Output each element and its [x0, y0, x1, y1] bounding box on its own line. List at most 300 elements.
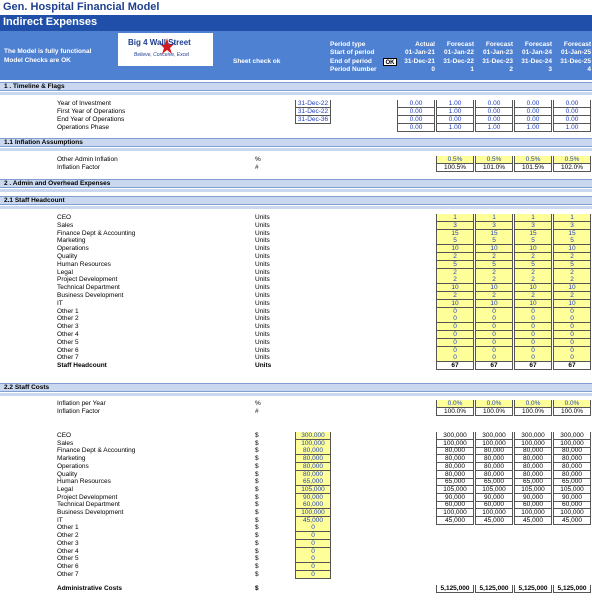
staff-inflation-cell[interactable]: 0.0%: [475, 400, 513, 408]
headcount-cell[interactable]: 0: [553, 308, 591, 316]
cost-cell[interactable]: 90,000: [475, 494, 513, 502]
headcount-cell[interactable]: 2: [475, 269, 513, 277]
headcount-cell[interactable]: 2: [475, 253, 513, 261]
headcount-cell[interactable]: 0: [475, 354, 513, 362]
timeline-cell[interactable]: 0.00: [475, 108, 513, 116]
col-3-type: Forecast: [524, 41, 552, 48]
headcount-cell[interactable]: 5: [553, 261, 591, 269]
headcount-cell[interactable]: 2: [553, 276, 591, 284]
headcount-cell[interactable]: 10: [475, 300, 513, 308]
status-line-1: The Model is fully functional: [4, 48, 92, 55]
headcount-cell[interactable]: 2: [436, 269, 474, 277]
cost-cell[interactable]: 100,000: [436, 509, 474, 517]
cost-input[interactable]: 65,000: [295, 478, 331, 486]
cost-row-label: Other 1: [57, 524, 79, 532]
cost-input[interactable]: 60,000: [295, 501, 331, 509]
cost-input[interactable]: 100,000: [295, 440, 331, 448]
logo-text: Big 4 Wall Street: [128, 38, 191, 47]
col-2-type: Forecast: [485, 41, 513, 48]
headcount-cell[interactable]: 1: [475, 214, 513, 222]
inflation-row-label: Other Admin Inflation: [57, 156, 118, 163]
headcount-cell[interactable]: 0: [436, 315, 474, 323]
cost-cell[interactable]: 80,000: [514, 455, 552, 463]
cost-input[interactable]: 80,000: [295, 471, 331, 479]
company-logo: [118, 33, 213, 66]
cost-cell[interactable]: 90,000: [436, 494, 474, 502]
cost-row-label: Technical Department: [57, 501, 120, 509]
cost-cell[interactable]: 80,000: [514, 471, 552, 479]
cost-cell[interactable]: 300,000: [514, 432, 552, 440]
cost-input[interactable]: 105,000: [295, 486, 331, 494]
cost-cell[interactable]: 60,000: [475, 501, 513, 509]
cost-row-unit: $: [255, 470, 259, 478]
cost-cell[interactable]: 80,000: [475, 455, 513, 463]
cost-cell[interactable]: 80,000: [436, 471, 474, 479]
col-2-end: 31-Dec-23: [482, 58, 513, 65]
headcount-cell[interactable]: 15: [436, 230, 474, 238]
cost-cell[interactable]: 80,000: [436, 455, 474, 463]
headcount-row-unit: Units: [255, 299, 270, 307]
staff-inflation-cell[interactable]: 0.0%: [553, 400, 591, 408]
inflation-cell[interactable]: 101.0%: [475, 164, 513, 172]
timeline-row-label: Operations Phase: [57, 124, 110, 131]
timeline-cell[interactable]: 0.00: [397, 116, 435, 124]
col-4-end: 31-Dec-25: [560, 58, 591, 65]
cost-input[interactable]: 80,000: [295, 455, 331, 463]
headcount-cell[interactable]: 2: [475, 292, 513, 300]
headcount-cell[interactable]: 5: [436, 261, 474, 269]
cost-input[interactable]: 0: [295, 571, 331, 579]
status-line-2: Model Checks are OK: [4, 57, 71, 64]
col-2-start: 01-Jan-23: [483, 49, 513, 56]
cost-cell[interactable]: 80,000: [553, 455, 591, 463]
cost-total-cell[interactable]: 5,125,000: [514, 585, 552, 593]
cost-cell[interactable]: 105,000: [475, 486, 513, 494]
cost-cell[interactable]: 80,000: [553, 463, 591, 471]
cost-cell[interactable]: 105,000: [514, 486, 552, 494]
headcount-cell[interactable]: 5: [436, 237, 474, 245]
headcount-cell[interactable]: 10: [514, 284, 552, 292]
headcount-cell[interactable]: 0: [514, 315, 552, 323]
headcount-cell[interactable]: 0: [514, 354, 552, 362]
staff-inflation-cell[interactable]: 100.0%: [436, 408, 474, 416]
cost-row-unit: $: [255, 555, 259, 563]
headcount-cell[interactable]: 10: [436, 284, 474, 292]
section-inflation-title: 1.1 Inflation Assumptions: [4, 139, 83, 146]
headcount-cell[interactable]: 0: [514, 331, 552, 339]
headcount-cell[interactable]: 0: [436, 339, 474, 347]
cost-cell[interactable]: 65,000: [553, 478, 591, 486]
cost-cell[interactable]: 45,000: [553, 517, 591, 525]
cost-input[interactable]: 300,000: [295, 432, 331, 440]
cost-row-unit: $: [255, 455, 259, 463]
headcount-cell[interactable]: 0: [436, 347, 474, 355]
timeline-date-input[interactable]: 31-Dec-36: [295, 116, 331, 124]
headcount-cell[interactable]: 0: [553, 347, 591, 355]
section-spacer: [0, 206, 592, 209]
col-2-num: 2: [509, 66, 513, 73]
cost-row-unit: $: [255, 532, 259, 540]
col-0-start: 01-Jan-21: [405, 49, 435, 56]
cost-row-label: Other 2: [57, 532, 79, 540]
headcount-row-label: Quality: [57, 253, 78, 260]
headcount-row-unit: Units: [255, 268, 270, 276]
timeline-cell[interactable]: 0.00: [475, 100, 513, 108]
timeline-cell[interactable]: 0.00: [397, 100, 435, 108]
headcount-total-cell[interactable]: 67: [436, 362, 474, 370]
staff-inflation-cell[interactable]: 100.0%: [553, 408, 591, 416]
headcount-cell[interactable]: 5: [475, 261, 513, 269]
cost-cell[interactable]: 90,000: [553, 494, 591, 502]
headcount-row-label: Other 7: [57, 354, 79, 362]
cost-cell[interactable]: 80,000: [553, 471, 591, 479]
timeline-cell[interactable]: 0.00: [553, 108, 591, 116]
cost-total-cell[interactable]: 5,125,000: [553, 585, 591, 593]
cost-cell[interactable]: 65,000: [514, 478, 552, 486]
timeline-cell[interactable]: 0.00: [475, 116, 513, 124]
cost-row-label: Other 5: [57, 555, 79, 563]
headcount-cell[interactable]: 1: [436, 214, 474, 222]
cost-input[interactable]: 0: [295, 563, 331, 571]
timeline-cell[interactable]: 1.00: [436, 124, 474, 132]
cost-cell[interactable]: 65,000: [436, 478, 474, 486]
col-4-num: 4: [587, 66, 591, 73]
cost-cell[interactable]: 45,000: [475, 517, 513, 525]
section-staff-headcount: [0, 196, 592, 205]
sheet-check: Sheet check ok: [233, 58, 281, 65]
cost-cell[interactable]: 100,000: [475, 509, 513, 517]
headcount-row-label: CEO: [57, 214, 72, 221]
cost-row-unit: $: [255, 547, 259, 555]
headcount-cell[interactable]: 0: [514, 347, 552, 355]
cost-total-unit: $: [255, 585, 259, 592]
section-spacer: [0, 92, 592, 95]
headcount-cell[interactable]: 2: [436, 292, 474, 300]
cost-row-label: Project Development: [57, 493, 118, 501]
headcount-cell[interactable]: 10: [475, 245, 513, 253]
cost-input[interactable]: 80,000: [295, 447, 331, 455]
staff-inflation-cell[interactable]: 100.0%: [475, 408, 513, 416]
cost-row-label: Legal: [57, 485, 73, 493]
cost-input[interactable]: 0: [295, 532, 331, 540]
headcount-cell[interactable]: 0: [553, 339, 591, 347]
headcount-row-unit: Units: [255, 237, 270, 245]
cost-cell[interactable]: 80,000: [514, 447, 552, 455]
section-admin-overhead-title: 2 . Admin and Overhead Expenses: [4, 180, 111, 187]
timeline-cell[interactable]: 0.00: [514, 100, 552, 108]
headcount-cell[interactable]: 2: [553, 253, 591, 261]
cost-cell[interactable]: 105,000: [436, 486, 474, 494]
headcount-cell[interactable]: 10: [553, 245, 591, 253]
timeline-date-input[interactable]: 31-Dec-22: [295, 100, 331, 108]
cost-row-unit: $: [255, 509, 259, 516]
cost-cell[interactable]: 300,000: [436, 432, 474, 440]
headcount-total-unit: Units: [255, 362, 272, 370]
headcount-cell[interactable]: 3: [514, 222, 552, 230]
headcount-cell[interactable]: 5: [514, 237, 552, 245]
section-admin-overhead: [0, 179, 592, 188]
headcount-row-unit: Units: [255, 307, 270, 315]
cost-cell[interactable]: 80,000: [436, 447, 474, 455]
section-timeline-title: 1 . Timeline & Flags: [4, 83, 65, 90]
cost-cell[interactable]: 80,000: [553, 447, 591, 455]
inflation-row-unit: %: [255, 156, 261, 163]
period-type-label: Period type: [330, 41, 366, 48]
headcount-cell[interactable]: 10: [475, 284, 513, 292]
headcount-row-label: Other 6: [57, 346, 79, 354]
headcount-row-unit: Units: [255, 292, 270, 299]
cost-row-label: CEO: [57, 432, 72, 439]
timeline-cell[interactable]: 1.00: [553, 124, 591, 132]
headcount-row-unit: Units: [255, 245, 270, 253]
timeline-cell[interactable]: 0.00: [553, 116, 591, 124]
headcount-cell[interactable]: 15: [475, 230, 513, 238]
inflation-cell[interactable]: 0.5%: [475, 156, 513, 164]
cost-input[interactable]: 0: [295, 548, 331, 556]
headcount-cell[interactable]: 5: [475, 237, 513, 245]
timeline-cell[interactable]: 0.00: [436, 116, 474, 124]
staff-inflation-cell[interactable]: 0.0%: [436, 400, 474, 408]
headcount-total-cell[interactable]: 67: [475, 362, 513, 370]
model-title: Gen. Hospital Financial Model: [3, 1, 160, 13]
col-4-type: Forecast: [563, 41, 591, 48]
headcount-row-label: IT: [57, 299, 63, 307]
headcount-cell[interactable]: 0: [553, 323, 591, 331]
headcount-cell[interactable]: 3: [436, 222, 474, 230]
inflation-row-label: Inflation Factor: [57, 164, 100, 171]
timeline-cell[interactable]: 1.00: [514, 124, 552, 132]
headcount-cell[interactable]: 0: [514, 339, 552, 347]
cost-row-label: IT: [57, 516, 63, 524]
headcount-row-unit: Units: [255, 284, 270, 292]
headcount-row-label: Other 2: [57, 315, 79, 323]
headcount-row-unit: Units: [255, 331, 270, 338]
cost-total-label: Administrative Costs: [57, 585, 123, 592]
cost-cell[interactable]: 100,000: [514, 509, 552, 517]
staff-inflation-unit: %: [255, 400, 261, 407]
timeline-cell[interactable]: 0.00: [397, 124, 435, 132]
cost-cell[interactable]: 80,000: [475, 463, 513, 471]
cost-cell[interactable]: 80,000: [436, 463, 474, 471]
inflation-cell[interactable]: 0.5%: [436, 156, 474, 164]
headcount-cell[interactable]: 0: [514, 323, 552, 331]
cost-row-unit: $: [255, 524, 259, 532]
headcount-cell[interactable]: 0: [475, 308, 513, 316]
headcount-row-unit: Units: [255, 315, 270, 323]
headcount-row-label: Finance Dept & Accounting: [57, 229, 136, 237]
headcount-cell[interactable]: 0: [475, 331, 513, 339]
cost-input[interactable]: 45,000: [295, 517, 331, 525]
headcount-cell[interactable]: 2: [436, 253, 474, 261]
headcount-cell[interactable]: 10: [514, 245, 552, 253]
cost-cell[interactable]: 60,000: [514, 501, 552, 509]
col-1-num: 1: [470, 66, 474, 73]
inflation-cell[interactable]: 101.5%: [514, 164, 552, 172]
cost-cell[interactable]: 80,000: [475, 447, 513, 455]
cost-row-unit: $: [255, 447, 259, 455]
timeline-row-label: Year of Investment: [57, 100, 111, 107]
headcount-cell[interactable]: 2: [436, 276, 474, 284]
sheet-title: Indirect Expenses: [3, 16, 98, 28]
col-1-type: Forecast: [446, 41, 474, 48]
cost-row-label: Sales: [57, 439, 74, 447]
cost-cell[interactable]: 300,000: [553, 432, 591, 440]
headcount-cell[interactable]: 2: [514, 269, 552, 277]
cost-input[interactable]: 100,000: [295, 509, 331, 517]
staff-inflation-cell[interactable]: 100.0%: [514, 408, 552, 416]
col-3-end: 31-Dec-24: [521, 58, 552, 65]
headcount-cell[interactable]: 10: [436, 245, 474, 253]
section-staff-headcount-title: 2.1 Staff Headcount: [4, 197, 65, 204]
cost-cell[interactable]: 65,000: [475, 478, 513, 486]
headcount-row-unit: Units: [255, 346, 270, 354]
timeline-cell[interactable]: 0.00: [514, 116, 552, 124]
headcount-cell[interactable]: 3: [553, 222, 591, 230]
timeline-cell[interactable]: 1.00: [436, 100, 474, 108]
headcount-row-label: Marketing: [57, 237, 86, 245]
cost-input[interactable]: 90,000: [295, 494, 331, 502]
headcount-cell[interactable]: 0: [475, 323, 513, 331]
ok-badge: OK: [383, 58, 397, 66]
end-period-label: End of period: [330, 58, 372, 65]
timeline-cell[interactable]: 0.00: [514, 108, 552, 116]
headcount-cell[interactable]: 0: [514, 308, 552, 316]
headcount-cell[interactable]: 0: [553, 315, 591, 323]
cost-cell[interactable]: 60,000: [436, 501, 474, 509]
cost-row-unit: $: [255, 516, 259, 524]
headcount-row-unit: Units: [255, 253, 270, 260]
cost-cell[interactable]: 80,000: [475, 471, 513, 479]
inflation-cell[interactable]: 100.5%: [436, 164, 474, 172]
cost-row-unit: $: [255, 478, 259, 486]
cost-row-unit: $: [255, 539, 259, 547]
headcount-cell[interactable]: 1: [514, 214, 552, 222]
headcount-cell[interactable]: 2: [553, 292, 591, 300]
cost-row-unit: $: [255, 462, 259, 470]
headcount-row-label: Human Resources: [57, 260, 111, 268]
headcount-row-unit: Units: [255, 276, 270, 284]
headcount-row-label: Operations: [57, 245, 89, 253]
timeline-cell[interactable]: 1.00: [475, 124, 513, 132]
headcount-row-label: Other 1: [57, 307, 79, 315]
cost-row-label: Marketing: [57, 455, 86, 463]
headcount-cell[interactable]: 0: [475, 315, 513, 323]
headcount-cell[interactable]: 10: [514, 300, 552, 308]
headcount-row-label: Other 5: [57, 338, 79, 346]
headcount-total-cell[interactable]: 67: [553, 362, 591, 370]
headcount-cell[interactable]: 0: [475, 339, 513, 347]
col-4-start: 01-Jan-25: [561, 49, 591, 56]
headcount-cell[interactable]: 5: [553, 237, 591, 245]
headcount-cell[interactable]: 2: [553, 269, 591, 277]
cost-cell[interactable]: 90,000: [514, 494, 552, 502]
cost-cell[interactable]: 105,000: [553, 486, 591, 494]
headcount-cell[interactable]: 2: [514, 253, 552, 261]
cost-row-unit: $: [255, 485, 259, 493]
headcount-cell[interactable]: 0: [436, 354, 474, 362]
headcount-row-label: Legal: [57, 268, 73, 276]
inflation-row-unit: #: [255, 164, 259, 171]
section-staff-costs-title: 2.2 Staff Costs: [4, 384, 50, 391]
cost-cell[interactable]: 60,000: [553, 501, 591, 509]
section-staff-costs: [0, 383, 592, 392]
cost-row-unit: $: [255, 570, 259, 578]
headcount-cell[interactable]: 3: [475, 222, 513, 230]
cost-cell[interactable]: 100,000: [553, 440, 591, 448]
start-period-label: Start of period: [330, 49, 375, 56]
headcount-cell[interactable]: 15: [514, 230, 552, 238]
headcount-cell[interactable]: 1: [553, 214, 591, 222]
headcount-row-label: Project Development: [57, 276, 118, 284]
cost-row-label: Other 7: [57, 570, 79, 578]
headcount-row-label: Other 4: [57, 331, 79, 338]
cost-row-unit: $: [255, 432, 259, 439]
headcount-cell[interactable]: 10: [436, 300, 474, 308]
timeline-cell[interactable]: 1.00: [436, 108, 474, 116]
cost-row-label: Quality: [57, 470, 78, 478]
cost-cell[interactable]: 100,000: [553, 509, 591, 517]
headcount-cell[interactable]: 0: [553, 354, 591, 362]
headcount-cell[interactable]: 0: [436, 323, 474, 331]
inflation-cell[interactable]: 0.5%: [514, 156, 552, 164]
headcount-cell[interactable]: 0: [553, 331, 591, 339]
headcount-total-cell[interactable]: 67: [514, 362, 552, 370]
headcount-cell[interactable]: 2: [514, 292, 552, 300]
timeline-row-label: End Year of Operations: [57, 116, 125, 123]
section-spacer: [0, 189, 592, 192]
timeline-cell[interactable]: 0.00: [553, 100, 591, 108]
headcount-cell[interactable]: 2: [475, 276, 513, 284]
timeline-cell[interactable]: 0.00: [397, 108, 435, 116]
cost-row-label: Finance Dept & Accounting: [57, 447, 136, 455]
timeline-date-input[interactable]: 31-Dec-22: [295, 108, 331, 116]
headcount-cell[interactable]: 15: [553, 230, 591, 238]
cost-row-label: Business Development: [57, 509, 124, 516]
col-1-start: 01-Jan-22: [444, 49, 474, 56]
cost-cell[interactable]: 300,000: [475, 432, 513, 440]
cost-cell[interactable]: 45,000: [436, 517, 474, 525]
cost-row-unit: $: [255, 501, 259, 509]
headcount-cell[interactable]: 0: [475, 347, 513, 355]
staff-inflation-cell[interactable]: 0.0%: [514, 400, 552, 408]
cost-cell[interactable]: 100,000: [436, 440, 474, 448]
cost-cell[interactable]: 100,000: [475, 440, 513, 448]
headcount-cell[interactable]: 0: [436, 331, 474, 339]
cost-input[interactable]: 0: [295, 540, 331, 548]
inflation-cell[interactable]: 102.0%: [553, 164, 591, 172]
headcount-cell[interactable]: 0: [436, 308, 474, 316]
logo-tagline: Believe, Conceive, Excel: [134, 52, 190, 58]
cost-row-unit: $: [255, 439, 259, 447]
cost-cell[interactable]: 100,000: [514, 440, 552, 448]
cost-total-cell[interactable]: 5,125,000: [475, 585, 513, 593]
headcount-cell[interactable]: 10: [553, 284, 591, 292]
cost-input[interactable]: 0: [295, 524, 331, 532]
cost-cell[interactable]: 45,000: [514, 517, 552, 525]
headcount-cell[interactable]: 2: [514, 276, 552, 284]
period-number-label: Period Number: [330, 66, 377, 73]
headcount-cell[interactable]: 5: [514, 261, 552, 269]
headcount-row-unit: Units: [255, 214, 270, 221]
headcount-row-unit: Units: [255, 354, 270, 362]
cost-input[interactable]: 80,000: [295, 463, 331, 471]
inflation-cell[interactable]: 0.5%: [553, 156, 591, 164]
headcount-cell[interactable]: 10: [553, 300, 591, 308]
headcount-row-unit: Units: [255, 338, 270, 346]
cost-cell[interactable]: 80,000: [514, 463, 552, 471]
cost-input[interactable]: 0: [295, 555, 331, 563]
cost-total-cell[interactable]: 5,125,000: [436, 585, 474, 593]
